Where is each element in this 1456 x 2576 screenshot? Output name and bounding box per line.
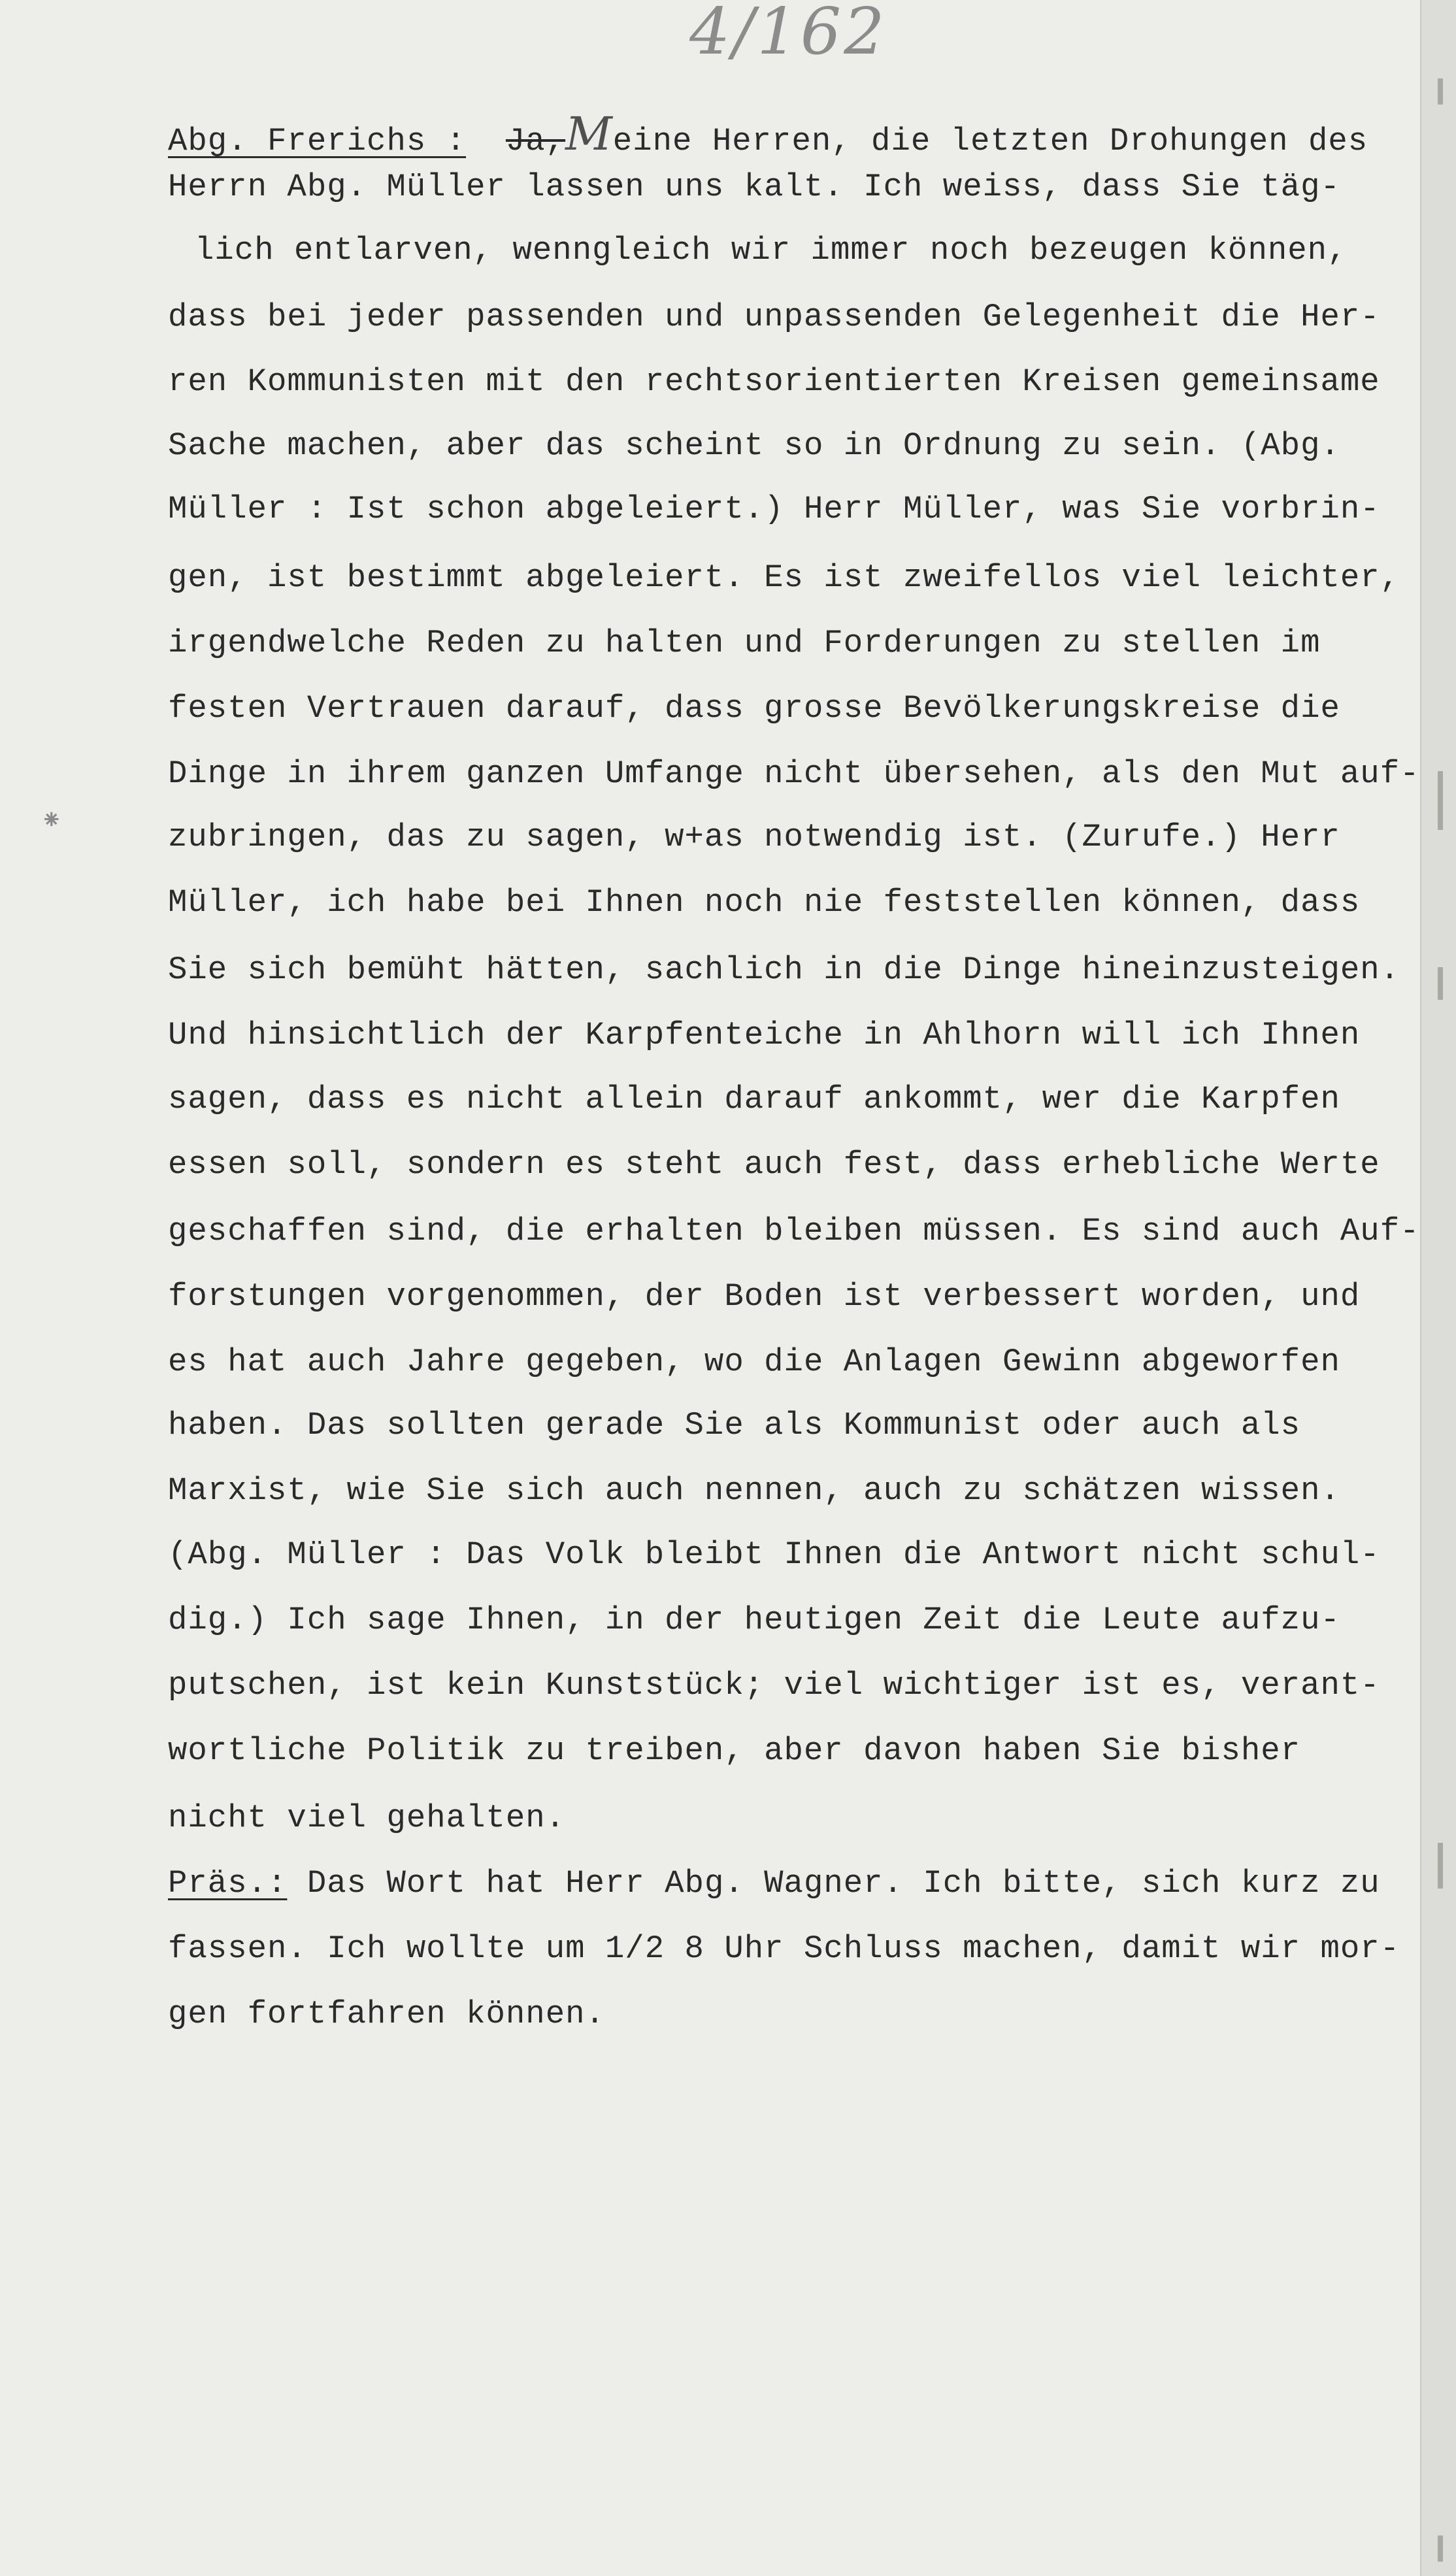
president-line: fassen. Ich wollte um 1/2 8 Uhr Schluss machen, damit wir mor-	[168, 1930, 1400, 1967]
president-label: Präs.:	[168, 1865, 288, 1902]
page-edge-shadow	[1420, 0, 1456, 2576]
president-line-1-text: Das Wort hat Herr Abg. Wagner. Ich bitte, sich kurz zu	[306, 1865, 1380, 1902]
struck-word: Ja,	[505, 123, 566, 159]
edge-mark	[1438, 78, 1443, 105]
speech-line: Sie sich bemüht hätten, sachlich in die Dinge hineinzusteigen.	[168, 951, 1400, 988]
speaker-label: Abg. Frerichs :	[168, 123, 467, 159]
speech-line-1-text: eine Herren, die letzten Drohungen des	[612, 123, 1368, 159]
speech-line: es hat auch Jahre gegeben, wo die Anlagen Gewinn abgeworfen	[168, 1344, 1340, 1380]
edge-mark	[1438, 2535, 1443, 2562]
handwritten-correction: M	[565, 107, 613, 161]
speech-line: zubringen, das zu sagen, w+as notwendig ist. (Zurufe.) Herr	[168, 819, 1340, 855]
speech-line: Müller : Ist schon abgeleiert.) Herr Müller, was Sie vorbrin-	[168, 491, 1380, 527]
punch-hole-mark: ⁕	[41, 808, 63, 837]
speech-line: ren Kommunisten mit den rechtsorientierten Kreisen gemeinsame	[168, 363, 1380, 400]
speech-line: lich entlarven, wenngleich wir immer noch bezeugen können,	[195, 232, 1348, 269]
president-line: gen fortfahren können.	[168, 1996, 605, 2032]
edge-mark	[1438, 771, 1443, 830]
speech-line: putschen, ist kein Kunststück; viel wichtiger ist es, verant-	[168, 1667, 1380, 1704]
speech-line: forstungen vorgenommen, der Boden ist verbessert worden, und	[168, 1278, 1361, 1315]
edge-mark	[1438, 967, 1443, 1000]
speech-line: (Abg. Müller : Das Volk bleibt Ihnen die Antwort nicht schul-	[168, 1536, 1380, 1573]
speech-line: nicht viel gehalten.	[168, 1800, 566, 1836]
speech-line: Herrn Abg. Müller lassen uns kalt. Ich weiss, dass Sie täg-	[168, 169, 1340, 205]
speech-line-1	[168, 107, 1368, 161]
speech-line: gen, ist bestimmt abgeleiert. Es ist zweifellos viel leichter,	[168, 559, 1400, 596]
speech-line: essen soll, sondern es steht auch fest, dass erhebliche Werte	[168, 1146, 1380, 1183]
speech-line: festen Vertrauen darauf, dass grosse Bevölkerungskreise die	[168, 690, 1340, 727]
speech-line: sagen, dass es nicht allein darauf ankommt, wer die Karpfen	[168, 1081, 1340, 1117]
speech-line: dig.) Ich sage Ihnen, in der heutigen Zeit die Leute aufzu-	[168, 1602, 1340, 1638]
speech-line: geschaffen sind, die erhalten bleiben müssen. Es sind auch Auf-	[168, 1213, 1420, 1249]
speech-line: Marxist, wie Sie sich auch nennen, auch zu schätzen wissen.	[168, 1472, 1340, 1509]
speech-line: Sache machen, aber das scheint so in Ordnung zu sein. (Abg.	[168, 427, 1340, 464]
speech-line: irgendwelche Reden zu halten und Forderungen zu stellen im	[168, 625, 1321, 661]
edge-mark	[1438, 1843, 1443, 1889]
speech-line: haben. Das sollten gerade Sie als Kommunist oder auch als	[168, 1407, 1301, 1444]
speech-line: Und hinsichtlich der Karpfenteiche in Ahlhorn will ich Ihnen	[168, 1017, 1361, 1053]
president-line-1	[168, 1865, 1380, 1902]
speech-line: Müller, ich habe bei Ihnen noch nie feststellen können, dass	[168, 884, 1361, 921]
speech-line: wortliche Politik zu treiben, aber davon haben Sie bisher	[168, 1732, 1301, 1769]
archive-number: 4/162	[689, 0, 887, 69]
speech-line: dass bei jeder passenden und unpassenden Gelegenheit die Her-	[168, 299, 1380, 335]
speech-line: Dinge in ihrem ganzen Umfange nicht übersehen, als den Mut auf-	[168, 755, 1420, 792]
